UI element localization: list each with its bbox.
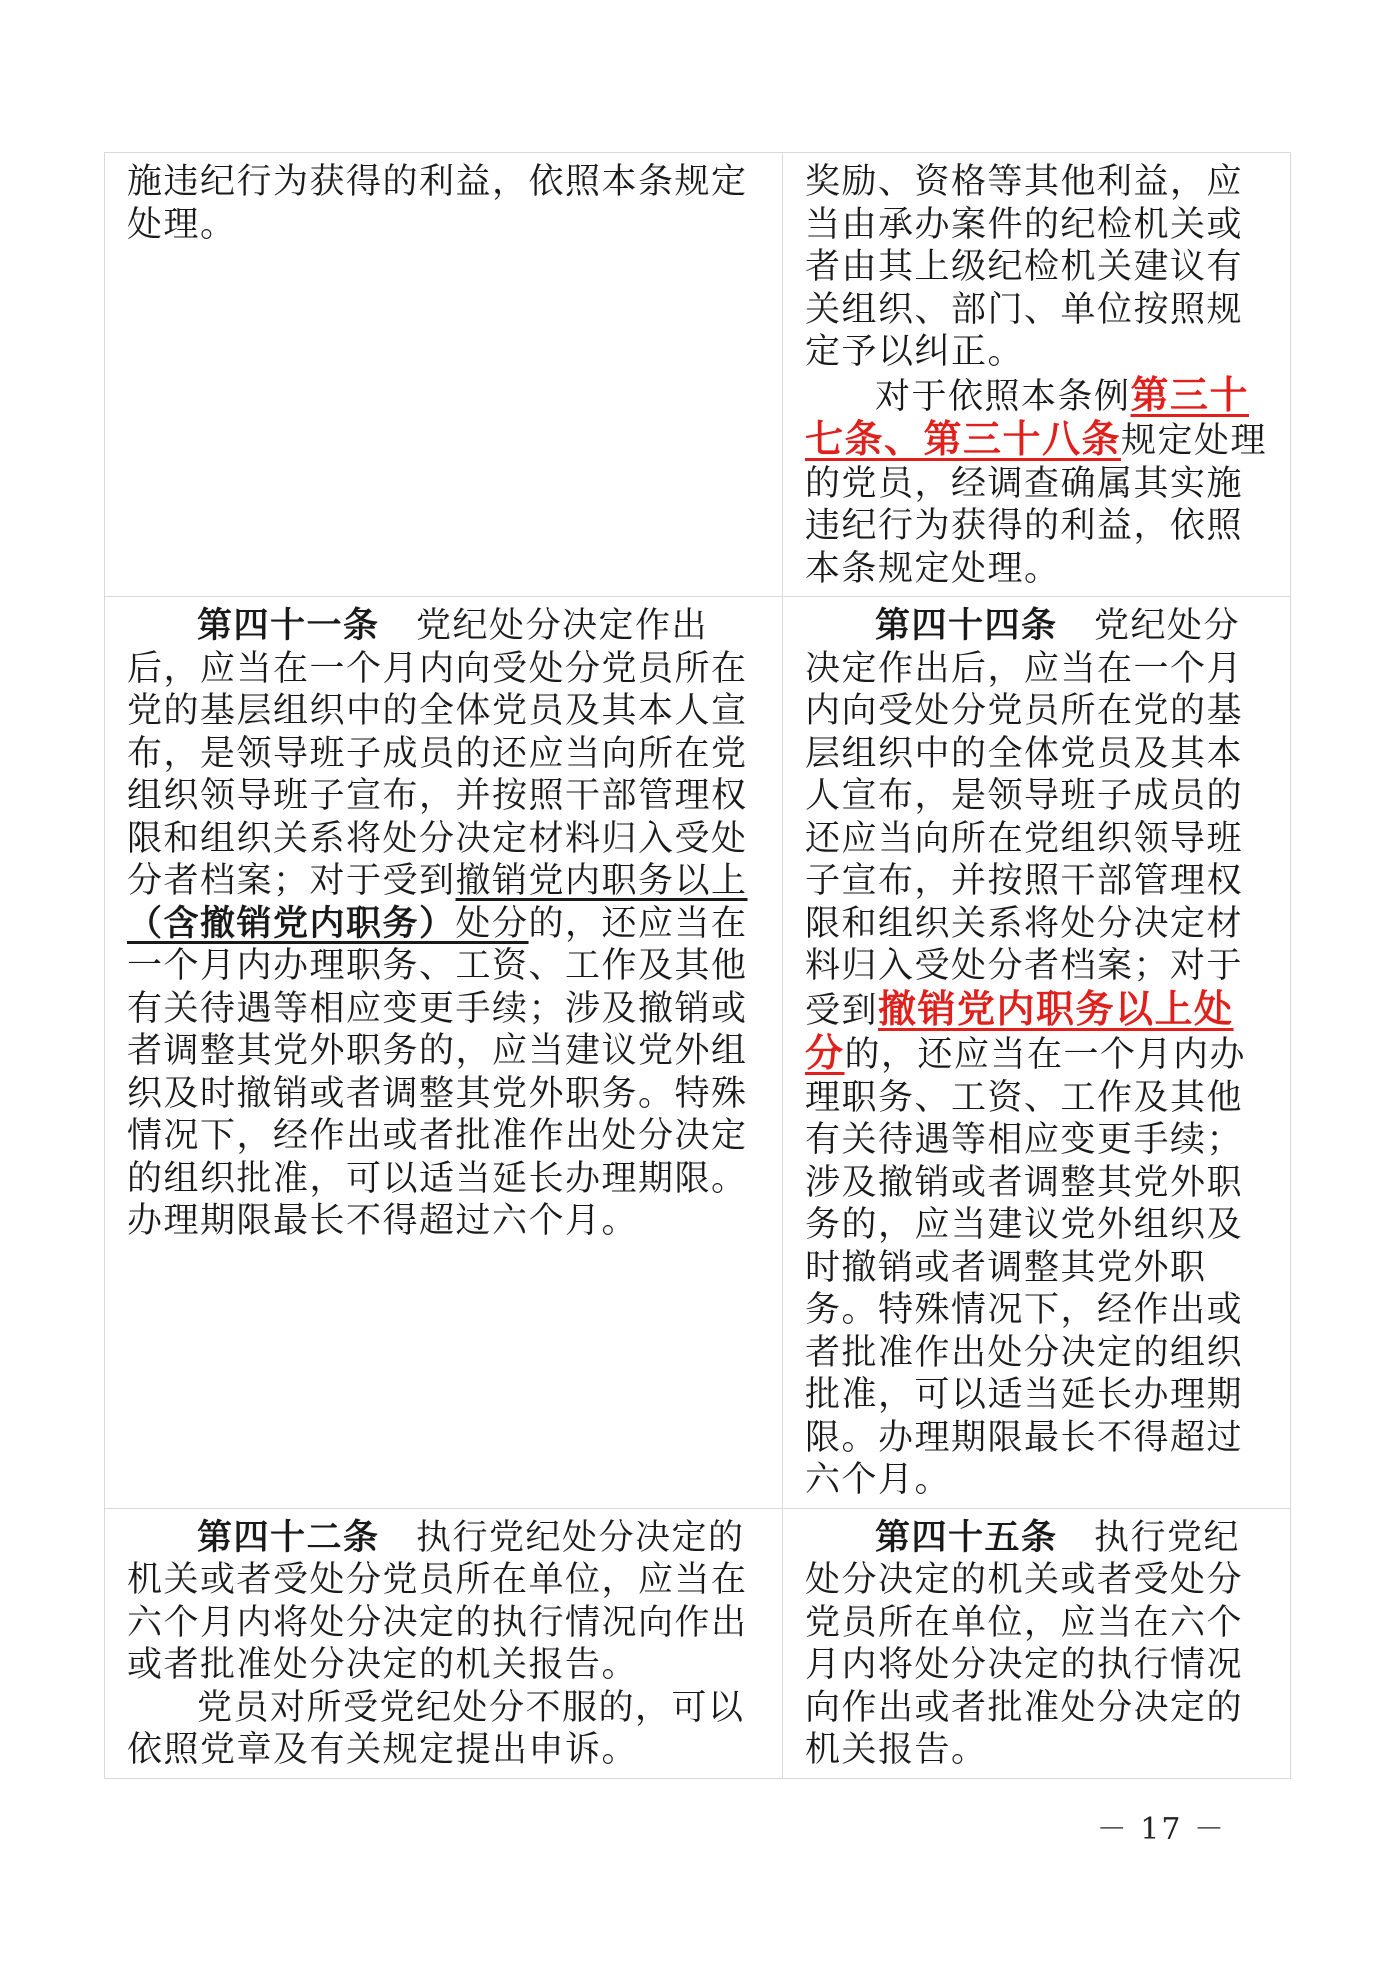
paragraph xyxy=(127,605,762,1243)
paragraph-text: 对于依照本条例 xyxy=(875,376,1131,417)
article-number: 第四十四条 xyxy=(875,606,1058,646)
paragraph xyxy=(805,374,1270,591)
underlined-text: 撤销党内职务以上 xyxy=(455,861,748,901)
paragraph-text: 的，还应当在一个月内办理职务、工资、工作及其他有关待遇等相应变更手续；涉及撤销或者调整其党外职务的，应当建议党外组织及时撤销或者调整其党外职务。特殊情况下，经作出或者批准作出处分决定的组织批准，可以适当延长办理期限。办理期限最长不得超过六个月。 xyxy=(805,1035,1247,1500)
table-row xyxy=(105,153,1291,597)
paragraph xyxy=(127,1517,762,1687)
new-text-cell xyxy=(783,1508,1291,1778)
old-text-cell xyxy=(105,597,783,1509)
paragraph-text: 执行党纪处分决定的机关或者受处分党员所在单位，应当在六个月内将处分决定的执行情况向作出或者批准处分决定的机关报告。 xyxy=(127,1517,748,1685)
paragraph-text: 党纪处分决定作出后，应当在一个月内向受处分党员所在党的基层组织中的全体党员及其本人宣布，是领导班子成员的还应当向所在党组织领导班子宣布，并按照干部管理权限和组织关系将处分决定材料归入受处分者档案；对于受到 xyxy=(805,606,1244,1031)
paragraph-text: 规定处理的党员，经调查确属其实施违纪行为获得的利益，依照本条规定处理。 xyxy=(805,421,1268,589)
paragraph-text: 奖励、资格等其他利益，应当由承办案件的纪检机关或者由其上级纪检机关建议有关组织、部门、单位按照规定予以纠正。 xyxy=(805,162,1244,372)
paragraph-text: 的，还应当在一个月内办理职务、工资、工作及其他有关待遇等相应变更手续；涉及撤销或者调整其党外职务的，应当建议党外组织及时撤销或者调整其党外职务。特殊情况下，经作出或者批准作出处分决定的组织批准，可以适当延长办理期限。办理期限最长不得超过六个月。 xyxy=(127,903,748,1241)
page-number: － 17 － xyxy=(1096,1812,1226,1847)
article-number: 第四十二条 xyxy=(197,1517,380,1558)
table-row xyxy=(105,597,1291,1509)
paragraph xyxy=(805,161,1270,374)
underlined-bold-text: （含撤销党内职务） xyxy=(127,903,456,944)
article-number: 第四十一条 xyxy=(197,606,380,646)
old-text-cell xyxy=(105,1508,783,1778)
paragraph-text: 党纪处分决定作出后，应当在一个月内向受处分党员所在党的基层组织中的全体党员及其本人宣布，是领导班子成员的还应当向所在党组织领导班子宣布，并按照干部管理权限和组织关系将处分决定材料归入受处分者档案；对于受到 xyxy=(127,606,748,901)
paragraph-text: 执行党纪处分决定的机关或者受处分党员所在单位，应当在六个月内将处分决定的执行情况向作出或者批准处分决定的机关报告。 xyxy=(805,1517,1244,1770)
new-text-cell xyxy=(783,153,1291,597)
paragraph-text: 施违纪行为获得的利益，依照本条规定处理。 xyxy=(127,162,748,245)
article-number: 第四十五条 xyxy=(875,1517,1058,1558)
comparison-table xyxy=(104,152,1291,1779)
paragraph-text: 党员对所受党纪处分不服的，可以依照党章及有关规定提出申诉。 xyxy=(127,1687,745,1770)
table-row xyxy=(105,1508,1291,1778)
old-text-cell xyxy=(105,153,783,597)
new-text-cell xyxy=(783,597,1291,1509)
revision-highlight: 第三十七条、第三十八条 xyxy=(805,372,1250,461)
paragraph xyxy=(127,161,762,246)
underlined-text: 处分 xyxy=(455,903,529,944)
paragraph xyxy=(805,605,1270,1502)
paragraph xyxy=(805,1517,1270,1772)
revision-highlight: 撤销党内职务以上处分 xyxy=(805,986,1234,1075)
paragraph xyxy=(127,1687,762,1772)
